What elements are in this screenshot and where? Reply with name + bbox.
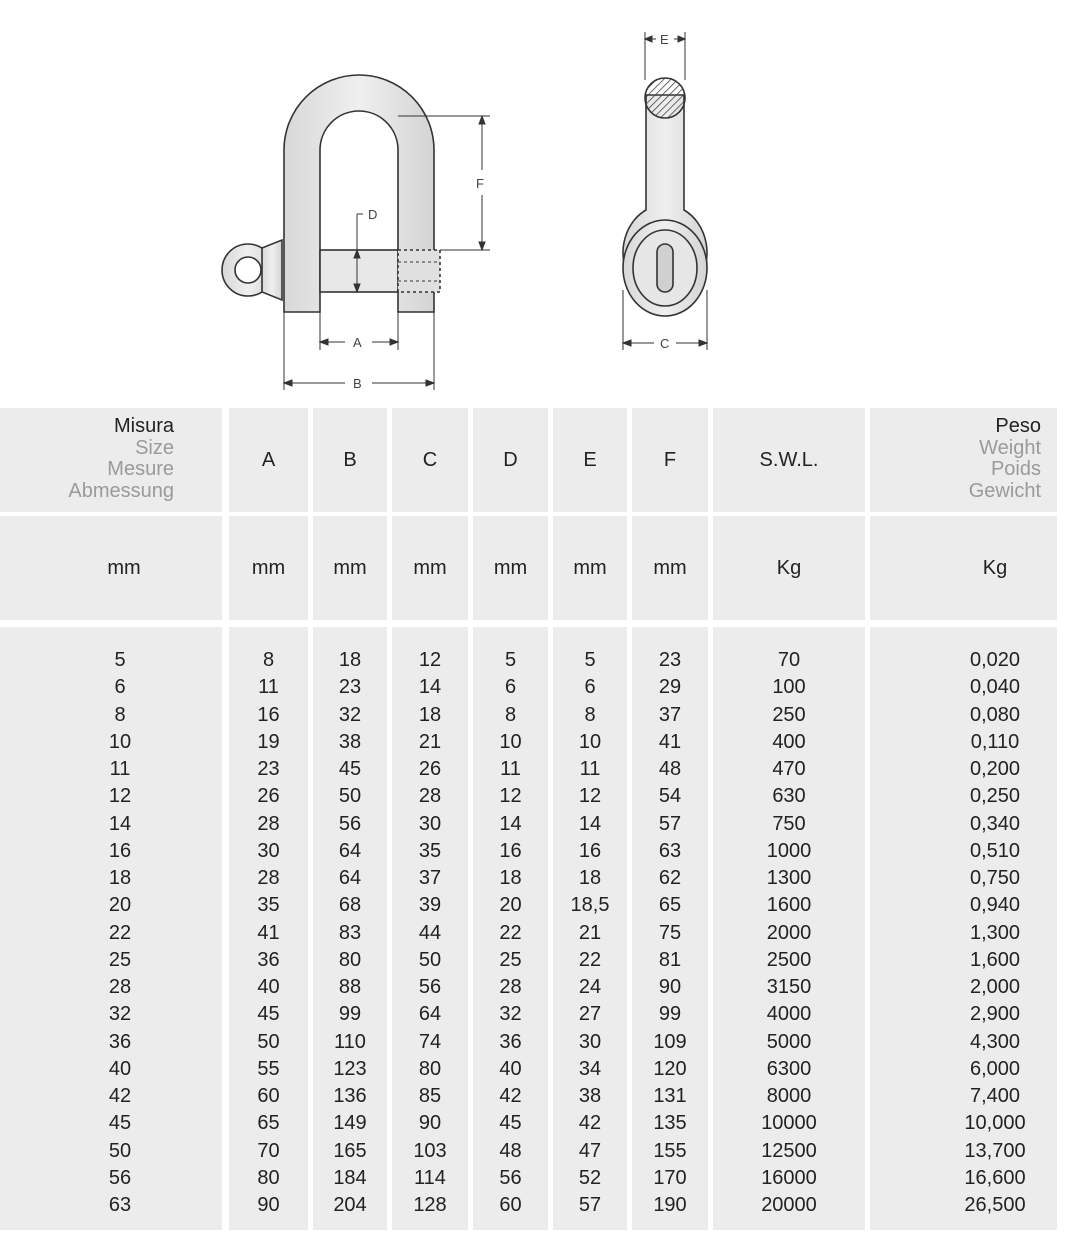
table-cell: 38 — [578, 1085, 602, 1107]
table-cell: 0,750 — [969, 867, 1021, 889]
table-cell: 29 — [658, 676, 682, 699]
table-cell: 6 — [504, 676, 517, 699]
table-cell: 4,300 — [969, 1030, 1021, 1053]
table-cell: 80 — [257, 1166, 280, 1189]
column-F — [632, 647, 708, 1219]
table-cell: 25 — [499, 948, 522, 971]
table-cell: 54 — [658, 785, 682, 808]
table-cell: 65 — [658, 894, 682, 917]
table-cell: 50 — [257, 1030, 280, 1053]
table-cell: 128 — [413, 1194, 447, 1216]
table-cell: 0,040 — [969, 676, 1021, 699]
unit-A: mm — [251, 557, 286, 579]
table-cell: 6300 — [766, 1057, 812, 1080]
column-size — [0, 647, 240, 1219]
table-cell: 16 — [499, 839, 522, 862]
table-cell: 30 — [578, 1030, 602, 1053]
table-cell: 99 — [338, 1003, 362, 1026]
table-cell: 0,200 — [969, 758, 1021, 780]
header-A: A — [261, 449, 276, 471]
table-cell: 50 — [338, 785, 362, 808]
table-cell: 109 — [653, 1030, 687, 1053]
unit-C: mm — [413, 557, 447, 579]
table-cell: 45 — [108, 1112, 132, 1135]
table-cell: 47 — [578, 1139, 602, 1162]
table-cell: 14 — [578, 812, 602, 835]
table-cell: 630 — [772, 785, 806, 808]
table-cell: 165 — [333, 1139, 367, 1162]
table-cell: 40 — [257, 976, 280, 998]
table-cell: 45 — [257, 1003, 280, 1026]
table-cell: 48 — [499, 1139, 522, 1162]
table-cell: 23 — [338, 676, 362, 699]
table-cell: 36 — [108, 1030, 132, 1053]
table-cell: 70 — [777, 649, 801, 671]
table-cell: 0,080 — [969, 703, 1021, 726]
unit-size: mm — [107, 557, 141, 579]
table-cell: 19 — [257, 730, 280, 753]
table-cell: 204 — [333, 1194, 367, 1216]
table-cell: 56 — [108, 1166, 132, 1189]
table-cell: 63 — [658, 839, 682, 862]
table-cell: 10 — [108, 730, 132, 753]
table-cell: 8 — [262, 649, 275, 671]
table-cell: 11 — [579, 758, 601, 780]
table-cell: 12 — [418, 649, 442, 671]
table-cell: 750 — [772, 812, 806, 835]
table-cell: 36 — [499, 1030, 522, 1053]
table-cell: 22 — [578, 948, 602, 971]
header-E: E — [583, 449, 597, 471]
header-B: B — [343, 449, 357, 471]
table-cell: 11 — [258, 676, 279, 699]
table-cell: 81 — [658, 948, 682, 971]
table-cell: 41 — [658, 730, 682, 753]
table-cell: 23 — [257, 758, 280, 780]
table-cell: 5 — [584, 649, 596, 671]
shackle-diagram — [0, 0, 1067, 405]
table-cell: 28 — [257, 867, 280, 889]
table-cell: 12 — [108, 785, 132, 808]
table-cell: 18,5 — [570, 894, 610, 917]
table-cell: 1,300 — [969, 921, 1021, 944]
table-cell: 63 — [108, 1194, 132, 1216]
table-cell: 20 — [108, 894, 132, 917]
header-size: Misura Size Mesure Abmessung — [68, 415, 174, 502]
table-cell: 184 — [333, 1166, 367, 1189]
table-cell: 5 — [114, 649, 126, 671]
table-cell: 22 — [108, 921, 132, 944]
table-cell: 99 — [658, 1003, 682, 1026]
table-cell: 41 — [257, 921, 280, 944]
table-cell: 65 — [257, 1112, 280, 1135]
table-cell: 75 — [658, 921, 682, 944]
table-cell: 8 — [584, 703, 596, 726]
unit-swl: Kg — [776, 557, 802, 579]
table-cell: 12500 — [761, 1139, 817, 1162]
table-cell: 136 — [333, 1085, 367, 1107]
table-cell: 21 — [578, 921, 602, 944]
table-cell: 18 — [418, 703, 442, 726]
column-E — [553, 647, 627, 1219]
table-cell: 18 — [338, 649, 362, 671]
table-cell: 70 — [257, 1139, 280, 1162]
table-cell: 48 — [658, 758, 682, 780]
table-cell: 8 — [114, 703, 126, 726]
table-cell: 0,110 — [970, 730, 1020, 753]
table-cell: 155 — [653, 1139, 687, 1162]
table-cell: 68 — [338, 894, 362, 917]
table-cell: 26 — [257, 785, 280, 808]
table-cell: 64 — [338, 867, 362, 889]
table-cell: 90 — [418, 1112, 442, 1135]
table-cell: 120 — [653, 1057, 687, 1080]
table-cell: 56 — [418, 976, 442, 998]
unit-B: mm — [333, 557, 367, 579]
table-cell: 44 — [418, 921, 442, 944]
table-cell: 1600 — [766, 894, 812, 917]
table-cell: 12 — [578, 785, 602, 808]
table-cell: 4000 — [766, 1003, 812, 1026]
table-cell: 16000 — [761, 1166, 817, 1189]
table-cell: 37 — [658, 703, 682, 726]
table-cell: 28 — [499, 976, 522, 998]
unit-weight: Kg — [982, 557, 1008, 579]
table-cell: 1,600 — [969, 948, 1021, 971]
table-cell: 42 — [578, 1112, 602, 1135]
table-cell: 16 — [108, 839, 132, 862]
table-cell: 32 — [108, 1003, 132, 1026]
table-cell: 11 — [109, 758, 131, 780]
column-D — [473, 647, 548, 1219]
table-cell: 26,500 — [964, 1194, 1026, 1216]
table-cell: 3150 — [766, 976, 812, 998]
table-cell: 10,000 — [964, 1112, 1026, 1135]
table-cell: 6,000 — [969, 1057, 1021, 1080]
column-weight — [870, 647, 1067, 1219]
table-cell: 35 — [257, 894, 280, 917]
table-cell: 22 — [499, 921, 522, 944]
table-cell: 14 — [418, 676, 442, 699]
dim-label-A: A — [353, 335, 362, 350]
table-cell: 12 — [499, 785, 522, 808]
table-cell: 16 — [578, 839, 602, 862]
table-cell: 62 — [658, 867, 682, 889]
table-cell: 470 — [772, 758, 806, 780]
column-A — [229, 647, 308, 1219]
table-cell: 36 — [257, 948, 280, 971]
table-cell: 2,900 — [969, 1003, 1021, 1026]
table-cell: 114 — [414, 1166, 446, 1189]
table-cell: 0,340 — [969, 812, 1021, 835]
table-cell: 14 — [108, 812, 132, 835]
table-cell: 10000 — [761, 1112, 817, 1135]
column-C — [392, 647, 468, 1219]
table-cell: 21 — [418, 730, 442, 753]
table-cell: 52 — [578, 1166, 602, 1189]
table-cell: 100 — [772, 676, 806, 699]
table-cell: 50 — [418, 948, 442, 971]
table-cell: 1300 — [766, 867, 812, 889]
table-cell: 57 — [578, 1194, 602, 1216]
table-cell: 57 — [658, 812, 682, 835]
table-cell: 60 — [499, 1194, 522, 1216]
table-cell: 27 — [578, 1003, 602, 1026]
table-cell: 55 — [257, 1057, 280, 1080]
table-cell: 103 — [413, 1139, 447, 1162]
table-cell: 28 — [418, 785, 442, 808]
table-cell: 90 — [658, 976, 682, 998]
table-cell: 37 — [418, 867, 442, 889]
table-cell: 131 — [653, 1085, 687, 1107]
table-cell: 5 — [504, 649, 517, 671]
table-cell: 6 — [584, 676, 596, 699]
table-cell: 2,000 — [969, 976, 1021, 998]
table-cell: 26 — [418, 758, 442, 780]
table-cell: 40 — [108, 1057, 132, 1080]
table-cell: 16,600 — [964, 1166, 1026, 1189]
table-cell: 0,250 — [969, 785, 1021, 808]
dim-label-D: D — [368, 207, 378, 222]
table-cell: 88 — [338, 976, 362, 998]
table-cell: 2500 — [766, 948, 812, 971]
table-cell: 110 — [334, 1030, 366, 1053]
table-cell: 14 — [499, 812, 522, 835]
table-cell: 60 — [257, 1085, 280, 1107]
table-cell: 135 — [653, 1112, 687, 1135]
table-cell: 149 — [333, 1112, 367, 1135]
unit-E: mm — [573, 557, 607, 579]
table-cell: 56 — [338, 812, 362, 835]
table-cell: 8000 — [766, 1085, 812, 1107]
table-cell: 250 — [772, 703, 806, 726]
table-cell: 400 — [772, 730, 806, 753]
column-B — [313, 647, 387, 1219]
table-cell: 30 — [257, 839, 280, 862]
table-cell: 0,020 — [969, 649, 1021, 671]
table-cell: 16 — [257, 703, 280, 726]
table-cell: 10 — [578, 730, 602, 753]
table-cell: 74 — [418, 1030, 442, 1053]
table-cell: 80 — [338, 948, 362, 971]
table-cell: 5000 — [766, 1030, 812, 1053]
table-cell: 24 — [578, 976, 602, 998]
header-swl: S.W.L. — [759, 449, 819, 471]
table-cell: 25 — [108, 948, 132, 971]
table-cell: 83 — [338, 921, 362, 944]
table-cell: 28 — [257, 812, 280, 835]
table-cell: 40 — [499, 1057, 522, 1080]
header-D: D — [503, 449, 518, 471]
table-cell: 18 — [499, 867, 522, 889]
table-cell: 30 — [418, 812, 442, 835]
header-C: C — [422, 449, 438, 471]
table-cell: 23 — [658, 649, 682, 671]
table-cell: 85 — [418, 1085, 442, 1107]
dim-label-B: B — [353, 376, 362, 391]
table-cell: 80 — [418, 1057, 442, 1080]
table-cell: 35 — [418, 839, 442, 862]
shackle-front-view — [222, 75, 440, 312]
table-cell: 7,400 — [969, 1085, 1021, 1107]
shackle-side-view — [623, 78, 707, 316]
header-weight: Peso Weight Poids Gewicht — [968, 415, 1041, 502]
table-cell: 90 — [257, 1194, 280, 1216]
table-cell: 32 — [499, 1003, 522, 1026]
table-cell: 38 — [338, 730, 362, 753]
table-cell: 34 — [578, 1057, 602, 1080]
dim-label-E: E — [660, 32, 669, 47]
column-swl — [713, 647, 865, 1219]
table-cell: 64 — [418, 1003, 442, 1026]
table-cell: 13,700 — [964, 1139, 1026, 1162]
table-cell: 39 — [418, 894, 442, 917]
table-cell: 42 — [499, 1085, 522, 1107]
table-cell: 1000 — [766, 839, 812, 862]
table-cell: 32 — [338, 703, 362, 726]
unit-D: mm — [493, 557, 528, 579]
table-cell: 64 — [338, 839, 362, 862]
table-cell: 170 — [653, 1166, 687, 1189]
table-cell: 8 — [504, 703, 517, 726]
table-cell: 123 — [333, 1057, 367, 1080]
table-cell: 50 — [108, 1139, 132, 1162]
dim-label-C: C — [660, 336, 670, 351]
table-cell: 10 — [499, 730, 522, 753]
table-cell: 2000 — [766, 921, 812, 944]
table-cell: 18 — [578, 867, 602, 889]
table-cell: 190 — [653, 1194, 687, 1216]
table-cell: 20000 — [761, 1194, 817, 1216]
unit-F: mm — [653, 557, 687, 579]
table-cell: 56 — [499, 1166, 522, 1189]
table-cell: 6 — [114, 676, 126, 699]
table-cell: 18 — [108, 867, 132, 889]
table-cell: 0,510 — [969, 839, 1021, 862]
table-cell: 11 — [500, 758, 521, 780]
dim-label-F: F — [476, 176, 484, 191]
table-cell: 20 — [499, 894, 522, 917]
header-F: F — [663, 449, 677, 471]
table-cell: 28 — [108, 976, 132, 998]
table-cell: 45 — [499, 1112, 522, 1135]
table-cell: 45 — [338, 758, 362, 780]
table-cell: 0,940 — [969, 894, 1021, 917]
table-cell: 42 — [108, 1085, 132, 1107]
